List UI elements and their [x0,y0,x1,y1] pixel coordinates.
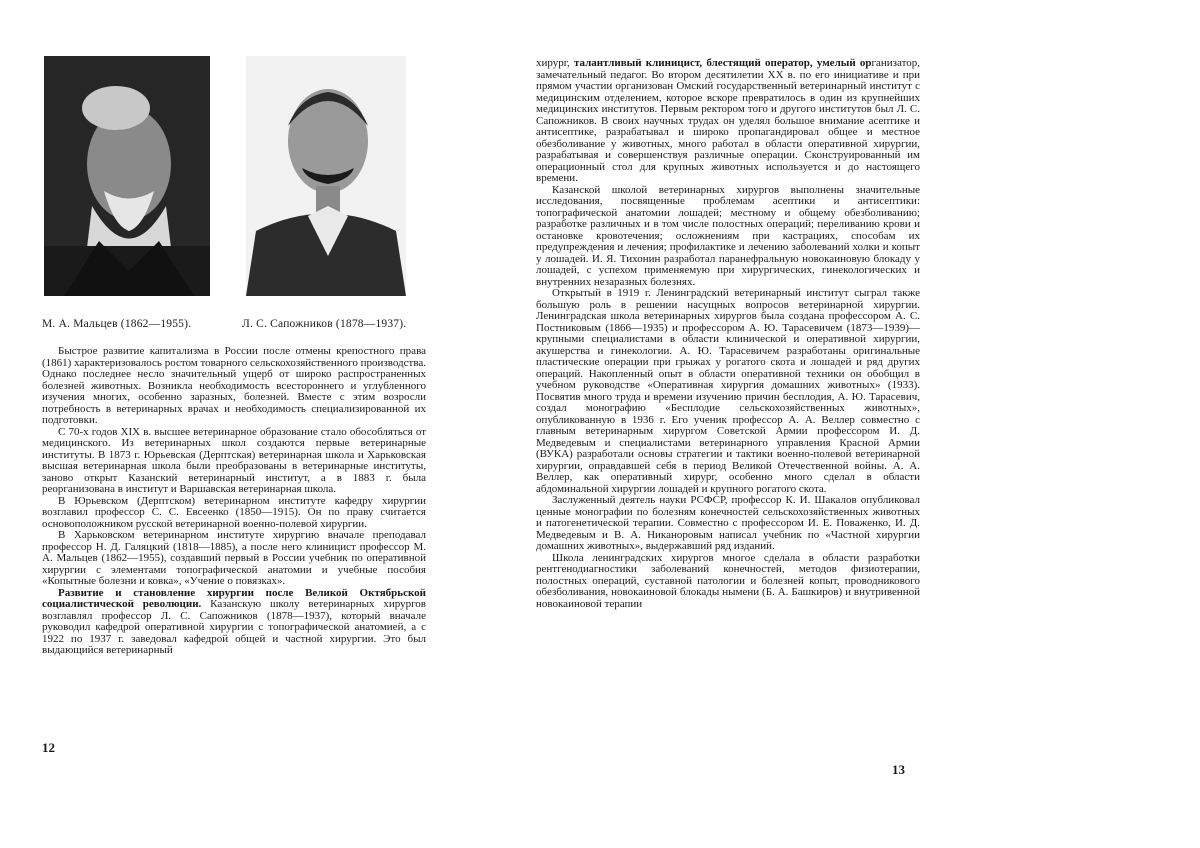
right-page [480,0,1200,848]
paragraph-continued [536,58,920,185]
paragraph-with-heading [42,588,426,657]
paragraph: С 70-х годов XIX в. высшее ветеринарное образование стало обособляться от медицинского. Из ветеринарных школ создаются первые ветеринарные институты. В 1873 г. Юрьевская (Дерптская) ветеринарная школа и Харьковская высшая ветеринарная школа были преобразованы в ветеринарные институты, заново открыт Казанский ветеринарный институт, а в 1883 г. была реорганизована в институт и Варшавская ветеринарная школа. [42,425,426,495]
photo-caption-maltsev: М. А. Мальцев (1862—1955). [42,318,192,330]
paragraph-rest: ганизатор, замечательный педагог. Во втором десятилетии XX в. по его инициативе и при прямом участии организован Омский государственный ветеринарный институт с медицинским отделением, которое вскоре превратилось в один из крупнейших медицинских институтов. Первым ректором того и другого институтов был Л. С. Сапожников. В своих научных трудах он уделял большое внимание асептике и антисептике, разрабатывал и широко пропагандировал общее и местное обезболивание у животных, много работал в области оперативной хирургии, разрабатывая и совершенствуя различные операции. Сконструированный им операционный стол для крупных животных используется и до настоящего времени. [536,57,920,184]
right-page-body [536,58,920,610]
portrait-maltsev-photo [44,56,210,296]
paragraph: Быстрое развитие капитализма в России после отмены крепостного права (1861) характеризовалось ростом товарного сельскохозяйственного производства. Однако последнее несло значительный ущерб от широко распространенных болезней животных. Возникла необходимость всестороннего и углубленного изучения многих, особенно заразных, болезней. Вместе с этим возросли потребность в ветеринарных врачах и необходимость специализированной их подготовки. [42,345,427,426]
paragraph: Казанской школой ветеринарных хирургов выполнены значительные исследования, посвященные проблемам асептики и антисептики: топографической анатомии лошадей; местному и общему обезболиванию; разработке различных и в том числе полостных операций; переливанию крови и остановке кровотечения; осложнениям при кастрациях, способам их предупреждения и лечения; профилактике и лечению заболеваний холки и копыт у лошадей. И. Я. Тихонин разработал паранефральную новокаиновую блокаду у лошадей, с успехом применяемую при хирургических, гинекологических и внутренних незаразных болезнях. [536,183,920,288]
photo-caption-sapozhnikov: Л. С. Сапожников (1878—1937). [242,318,407,330]
paragraph: Школа ленинградских хирургов многое сделала в области разработки рентгенодиагностики заболеваний конечностей, методов физиотерапии, полостных операций, суставной патологии и болезней копыт, проводникового обезболивания, новокаиновой блокады нымени (Б. А. Башкиров) и внутривенной новокаиновой терапии [536,551,920,610]
paragraph: Открытый в 1919 г. Ленинградский ветеринарный институт сыграл также большую роль в решении насущных вопросов ветеринарной хирургии. Ленинградская школа ветеринарных хирургов была создана профессором А. С. Постниковым (1866—1935) и профессором А. Ю. Тарасевичем (1873—1939)—крупными специалистами в области клинической и оперативной хирургии, акушерства и гинекологии. А. Ю. Тарасевичем разработаны оригинальные пластические операции при грыжах у рогатого скота и лошадей и ряд других операций. Накопленный опыт в области оперативной техники он обобщил в учебном руководстве «Оперативная хирургия домашних животных» (1933). Посвятив много труда и времени изучению причин бесплодия, А. Ю. Тарасевич, создал монографию «Бесплодие сельскохозяйственных животных», опубликованную в 1936 г. Его ученик профессор А. А. Веллер совместно с главным ветеринарным хирургом Советской Армии профессором И. Д. Медведевым и специалистами ветеринарного управления Красной Армии (ВУКА) разработали основы стратегии и тактики военно-полевой ветеринарной хирургии, оправдавшей себя в период Великой Отечественной войны. А. А. Веллер, как оперативный хирург, особенно много сделал в области абдоминальной хирургии лошадей и крупного рогатого скота. [536,287,920,495]
section-heading: Развитие и становление хирургии после Великой Октябрьской социалистической революции. [42,586,426,610]
page-number-left: 12 [42,740,55,755]
portrait-sapozhnikov-photo [246,56,406,296]
page-number-right: 13 [892,762,905,777]
left-page-body [42,346,426,657]
paragraph-start: хирург, [536,57,574,69]
paragraph-continuation: Казанскую школу ветеринарных хирургов возглавлял профессор Л. С. Сапожников (1878—1937), который вначале руководил кафедрой оперативной хирургии с топографической анатомией, а с 1922 по 1937 г. заведовал кафедрой общей и частной хирургии. Это был выдающийся ветеринарный [42,598,427,656]
left-page [0,0,470,848]
paragraph: В Харьковском ветеринарном институте хирургию вначале преподавал профессор Н. Д. Галяцкий (1818—1885), а после него клиницист профессор М. А. Мальцев (1862—1955), создавший первый в России учебник по оперативной хирургии с элементами топографической анатомии и учебные пособия «Копытные болезни и ковка», «Учение о повязках». [42,529,426,587]
paragraph: Заслуженный деятель науки РСФСР, профессор К. И. Шакалов опубликовал ценные монографии по болезням конечностей сельскохозяйственных животных и патогенетической терапии. Совместно с профессором И. Е. Поваженко, И. Д. Медведевым и В. А. Никаноровым написал учебник по «Частной хирургии домашних животных», выдержавший ряд изданий. [536,494,920,552]
paragraph: В Юрьевском (Дерптском) ветеринарном институте кафедру хирургии возглавил профессор С. С. Евсеенко (1850—1915). Он по праву считается основоположником русской ветеринарной военно-полевой хирургии. [42,494,426,530]
bold-phrase: талантливый клиницист, блестящий оператор, умелый ор [573,57,872,69]
